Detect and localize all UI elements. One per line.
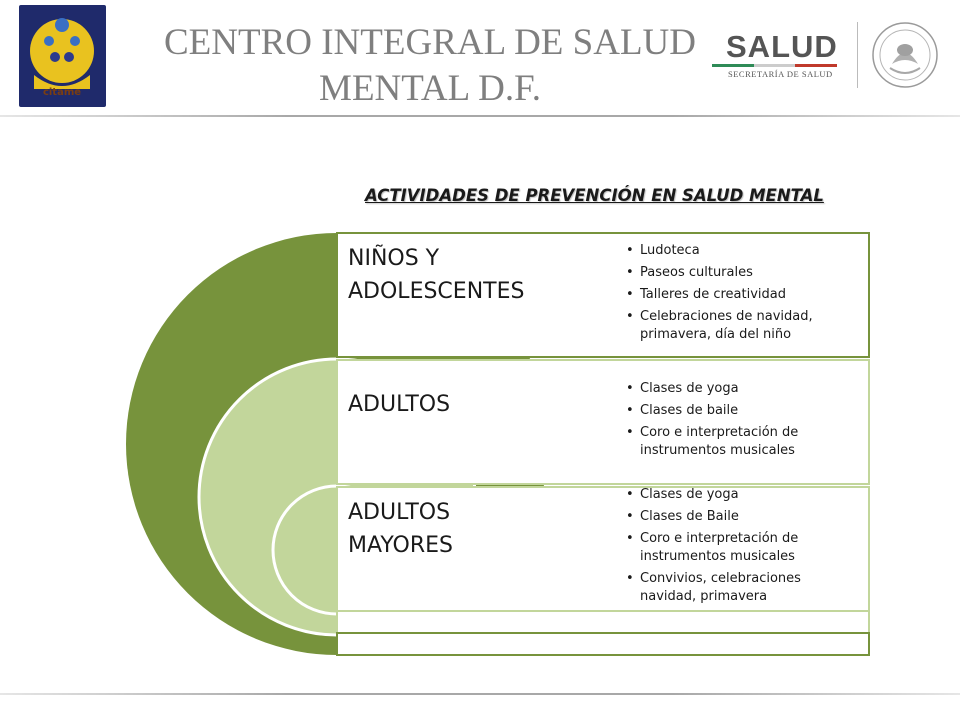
activity-item: • Coro e interpretación de instrumentos musicales bbox=[626, 530, 826, 566]
activity-item: • Clases de baile bbox=[626, 402, 826, 420]
group-label-ninos bbox=[348, 242, 524, 308]
activities-list-adultos bbox=[626, 380, 826, 464]
citame-logo-text: citame bbox=[42, 87, 82, 98]
group-label-line: ADULTOS bbox=[348, 500, 451, 525]
title-line-2: MENTAL D.F. bbox=[319, 68, 541, 109]
activities-list-ninos bbox=[626, 242, 841, 348]
salud-logo-word: SALUD bbox=[726, 29, 838, 64]
group-label-line: MAYORES bbox=[348, 533, 454, 558]
group-label-line: ADULTOS bbox=[348, 392, 451, 417]
activity-item: • Talleres de creatividad bbox=[626, 286, 841, 304]
activity-item: • Paseos culturales bbox=[626, 264, 841, 282]
section-heading: ACTIVIDADES DE PREVENCIÓN EN SALUD MENTAL bbox=[365, 186, 824, 205]
title-line-1: CENTRO INTEGRAL DE SALUD bbox=[163, 22, 696, 63]
group-label-line: ADOLESCENTES bbox=[348, 279, 525, 304]
group-label-adultos bbox=[348, 388, 450, 421]
salud-logo-subtitle: SECRETARÍA DE SALUD bbox=[728, 69, 833, 79]
group-label-adultos-mayores bbox=[348, 496, 453, 562]
activity-item: • Clases de yoga bbox=[626, 380, 826, 398]
band-empty-1 bbox=[337, 611, 869, 633]
activity-item: • Convivios, celebraciones navidad, primavera bbox=[626, 570, 826, 606]
activity-item: • Coro e interpretación de instrumentos musicales bbox=[626, 424, 826, 460]
activity-item: • Ludoteca bbox=[626, 242, 841, 260]
group-label-line: NIÑOS Y bbox=[348, 246, 440, 271]
footer-separator bbox=[0, 693, 960, 695]
activity-item: • Celebraciones de navidad, primavera, día del niño bbox=[626, 308, 841, 344]
activities-list-adultos-mayores bbox=[626, 486, 826, 610]
activity-item: • Clases de yoga bbox=[626, 486, 826, 504]
band-empty-2 bbox=[337, 633, 869, 655]
activity-item: • Clases de Baile bbox=[626, 508, 826, 526]
